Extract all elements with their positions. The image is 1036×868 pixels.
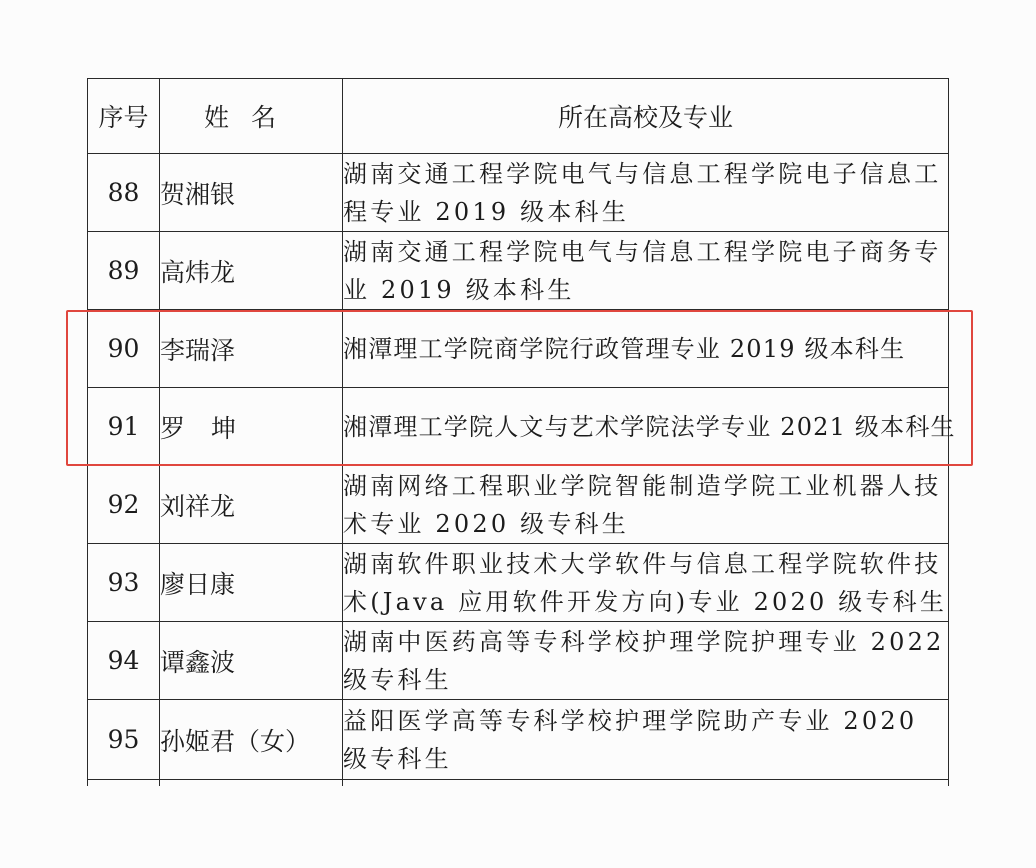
header-name: 姓名 (160, 79, 343, 154)
row-name: 孙姬君（女） (160, 700, 343, 780)
row-school: 益阳医学高等专科学校护理学院助产专业 2020 级专科生 (343, 700, 949, 780)
header-no: 序号 (88, 79, 160, 154)
row-school: 湖南网络工程职业学院智能制造学院工业机器人技术专业 2020 级专科生 (343, 466, 949, 544)
row-no: 90 (88, 310, 160, 388)
row-school: 湖南中医药高等专科学校护理学院护理专业 2022 级专科生 (343, 622, 949, 700)
table-row (88, 544, 949, 622)
table-row (88, 154, 949, 232)
header-school: 所在高校及专业 (343, 79, 949, 154)
row-name: 李瑞泽 (160, 310, 343, 388)
table-row (88, 388, 949, 466)
row-name: 刘祥龙 (160, 466, 343, 544)
table-row (88, 310, 949, 388)
row-school: 湖南交通工程学院电气与信息工程学院电子商务专业 2019 级本科生 (343, 232, 949, 310)
row-school: 湘潭理工学院商学院行政管理专业 2019 级本科生 (343, 310, 949, 388)
student-list-table (87, 78, 956, 780)
row-no: 88 (88, 154, 160, 232)
row-no: 94 (88, 622, 160, 700)
row-name: 谭鑫波 (160, 622, 343, 700)
row-school: 湘潭理工学院人文与艺术学院法学专业 2021 级本科生 (343, 388, 949, 466)
row-school: 湖南交通工程学院电气与信息工程学院电子信息工程专业 2019 级本科生 (343, 154, 949, 232)
table-header-row (88, 79, 949, 154)
row-name: 贺湘银 (160, 154, 343, 232)
row-name: 高炜龙 (160, 232, 343, 310)
column-divider (342, 776, 343, 786)
table-row (88, 232, 949, 310)
row-school: 湖南软件职业技术大学软件与信息工程学院软件技术(Java 应用软件开发方向)专业 2020 级专科生 (343, 544, 949, 622)
row-no: 93 (88, 544, 160, 622)
table-continuation (87, 776, 949, 786)
row-name: 罗坤 (160, 388, 343, 466)
table-row (88, 700, 949, 780)
row-no: 91 (88, 388, 160, 466)
row-no: 95 (88, 700, 160, 780)
table-row (88, 466, 949, 544)
table-row (88, 622, 949, 700)
row-no: 89 (88, 232, 160, 310)
column-divider (159, 776, 160, 786)
row-no: 92 (88, 466, 160, 544)
row-name: 廖日康 (160, 544, 343, 622)
